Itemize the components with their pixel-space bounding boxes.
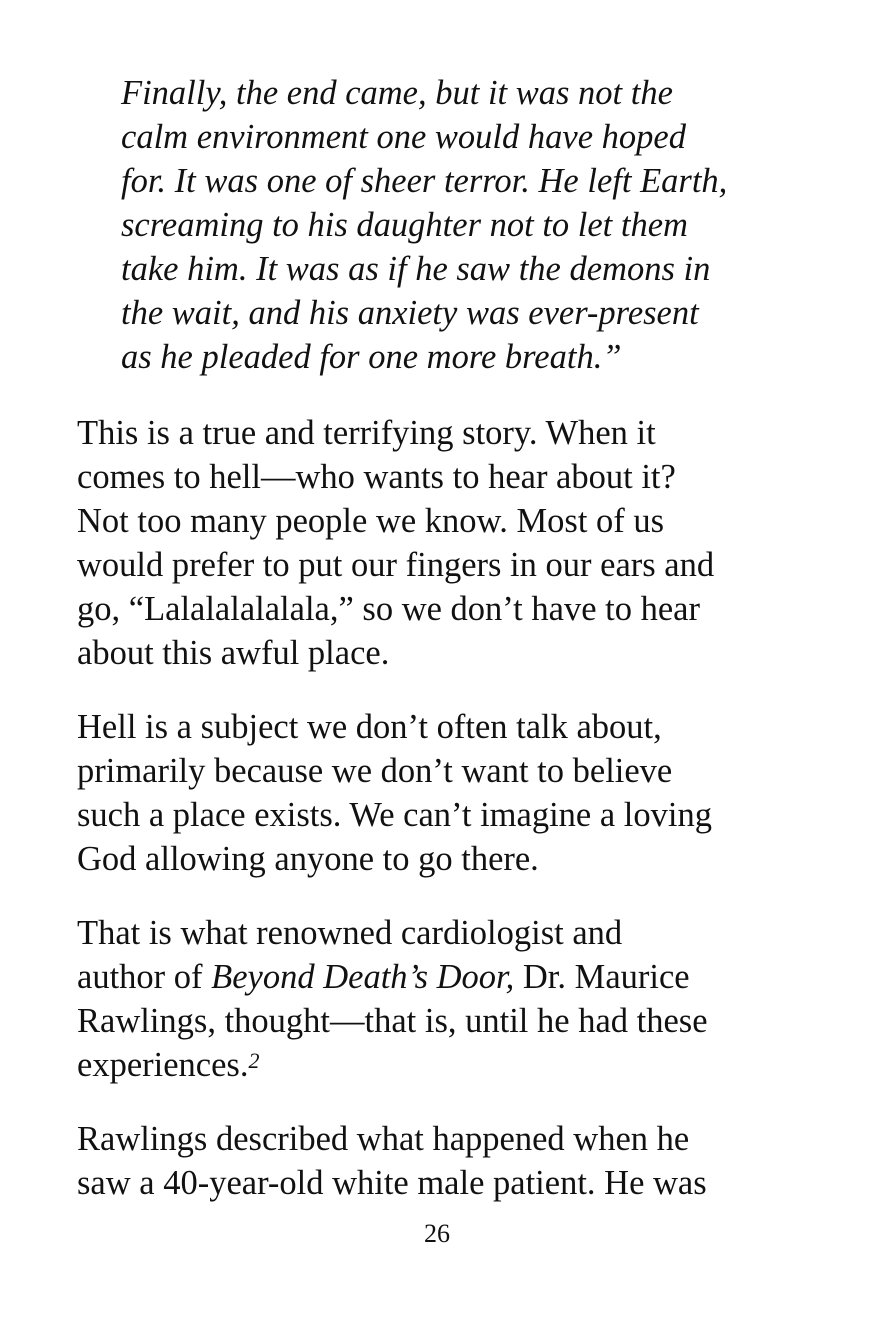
text-run: Dr. Maurice <box>514 958 690 996</box>
paragraph-line: God allowing anyone to go there. <box>77 840 539 878</box>
paragraph-line: comes to hell—who wants to hear about it? <box>77 458 676 496</box>
book-title: Beyond Death’s Door, <box>211 958 515 996</box>
paragraph-rawlings-intro <box>77 911 797 1087</box>
paragraph-true-story <box>77 411 797 675</box>
paragraph-line: primarily because we don’t want to believe <box>77 752 673 790</box>
text-run: author of <box>77 958 212 996</box>
quote-line: screaming to his daughter not to let them <box>121 206 688 244</box>
paragraph-line <box>77 1043 797 1087</box>
paragraph-line: Rawlings, thought—that is, until he had these <box>77 1002 708 1040</box>
quote-line: Finally, the end came, but it was not the <box>121 74 673 112</box>
paragraph-line: such a place exists. We can’t imagine a loving <box>77 796 712 834</box>
quote-line: calm environment one would have hoped <box>121 118 686 156</box>
paragraph-rawlings-patient <box>77 1117 797 1205</box>
paragraph-line <box>77 955 797 999</box>
paragraph-line: about this awful place. <box>77 634 390 672</box>
paragraph-line: go, “Lalalalalalala,” so we don’t have to hear <box>77 590 700 628</box>
paragraph-line: Not too many people we know. Most of us <box>77 502 665 540</box>
text-run: experiences. <box>77 1046 249 1084</box>
paragraph-hell-subject <box>77 705 797 881</box>
quote-line: take him. It was as if he saw the demons in <box>121 250 711 288</box>
block-quote <box>121 71 801 379</box>
quote-line: the wait, and his anxiety was ever-present <box>121 294 699 332</box>
quote-line: for. It was one of sheer terror. He left Earth, <box>121 162 728 200</box>
footnote-reference[interactable]: 2 <box>248 1048 260 1073</box>
paragraph-line: saw a 40-year-old white male patient. He was <box>77 1164 707 1202</box>
paragraph-line: That is what renowned cardiologist and <box>77 914 623 952</box>
paragraph-line: This is a true and terrifying story. When it <box>77 414 656 452</box>
page-number: 26 <box>424 1219 450 1248</box>
paragraph-line: would prefer to put our fingers in our ears and <box>77 546 715 584</box>
quote-line: as he pleaded for one more breath.” <box>121 338 622 376</box>
paragraph-line: Rawlings described what happened when he <box>77 1120 690 1158</box>
paragraph-line: Hell is a subject we don’t often talk about, <box>77 708 662 746</box>
